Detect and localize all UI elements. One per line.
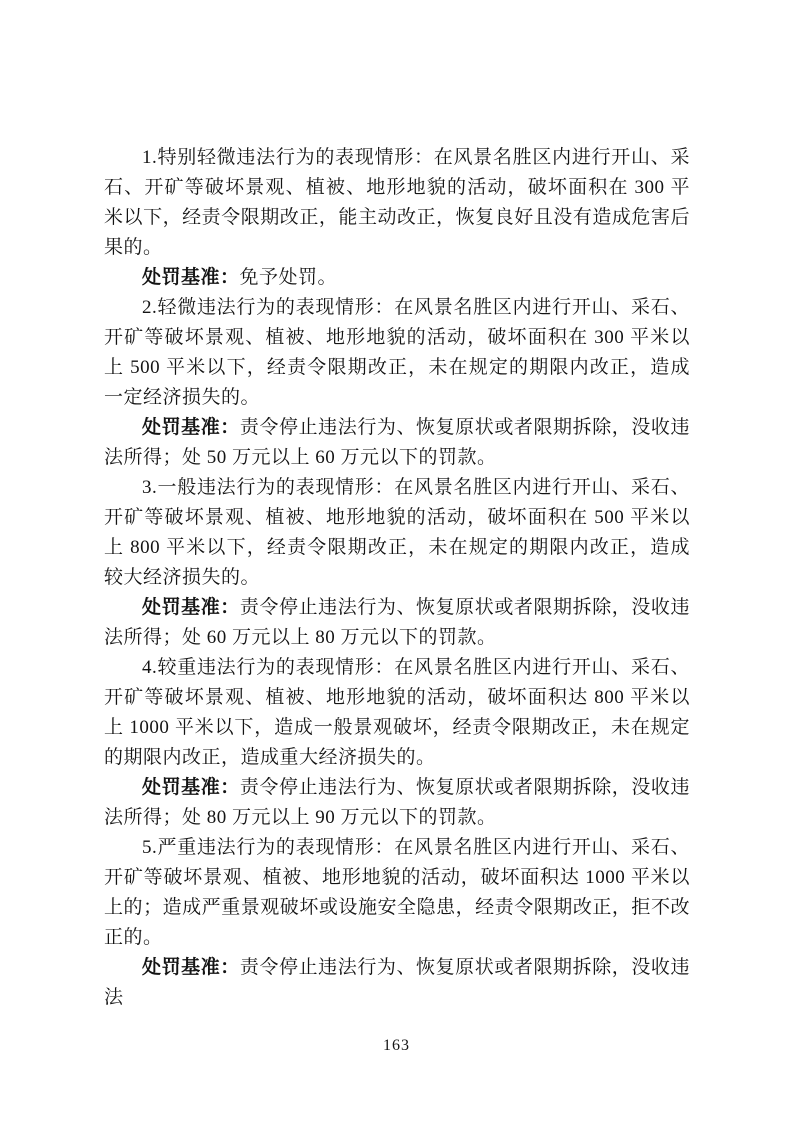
penalty-text-5: 责令停止违法行为、恢复原状或者限期拆除，没收违法 xyxy=(104,957,690,1008)
violation-text-5: 5.严重违法行为的表现情形：在风景名胜区内进行开山、采石、开矿等破坏景观、植被、地形地貌的活动，破坏面积达 1000 平米以上的；造成严重景观破坏或设施安全隐患，经责令限期改正，拒不改正的。 xyxy=(104,837,690,948)
penalty-text-2: 责令停止违法行为、恢复原状或者限期拆除，没收违法所得；处 50 万元以上 60 万元以下的罚款。 xyxy=(104,417,690,468)
penalty-text-3: 责令停止违法行为、恢复原状或者限期拆除，没收违法所得；处 60 万元以上 80 万元以下的罚款。 xyxy=(104,597,690,648)
penalty-label-1: 处罚基准： xyxy=(142,267,240,288)
violation-paragraph-3 xyxy=(104,473,690,593)
document-body xyxy=(104,143,690,1013)
violation-text-4: 4.较重违法行为的表现情形：在风景名胜区内进行开山、采石、开矿等破坏景观、植被、地形地貌的活动，破坏面积达 800 平米以上 1000 平米以下，造成一般景观破坏，经责令限期改正，未在规定的期限内改正，造成重大经济损失的。 xyxy=(104,657,690,768)
violation-text-2: 2.轻微违法行为的表现情形：在风景名胜区内进行开山、采石、开矿等破坏景观、植被、地形地貌的活动，破坏面积在 300 平米以上 500 平米以下，经责令限期改正，未在规定的期限内改正，造成一定经济损失的。 xyxy=(104,297,690,408)
penalty-paragraph-4 xyxy=(104,773,690,833)
violation-paragraph-4 xyxy=(104,653,690,773)
penalty-label-5: 处罚基准： xyxy=(142,957,240,978)
page-number: 163 xyxy=(383,1037,410,1054)
penalty-paragraph-2 xyxy=(104,413,690,473)
violation-text-1: 1.特别轻微违法行为的表现情形：在风景名胜区内进行开山、采石、开矿等破坏景观、植被、地形地貌的活动，破坏面积在 300 平米以下，经责令限期改正，能主动改正，恢复良好且没有造成危害后果的。 xyxy=(104,147,690,258)
violation-text-3: 3.一般违法行为的表现情形：在风景名胜区内进行开山、采石、开矿等破坏景观、植被、地形地貌的活动，破坏面积在 500 平米以上 800 平米以下，经责令限期改正，未在规定的期限内改正，造成较大经济损失的。 xyxy=(104,477,690,588)
penalty-label-2: 处罚基准： xyxy=(142,417,240,438)
penalty-label-3: 处罚基准： xyxy=(142,597,240,618)
penalty-label-4: 处罚基准： xyxy=(142,777,240,798)
penalty-text-1: 免予处罚。 xyxy=(239,267,338,288)
violation-paragraph-2 xyxy=(104,293,690,413)
penalty-paragraph-5 xyxy=(104,953,690,1013)
penalty-text-4: 责令停止违法行为、恢复原状或者限期拆除，没收违法所得；处 80 万元以上 90 万元以下的罚款。 xyxy=(104,777,690,828)
penalty-paragraph-1 xyxy=(104,263,690,293)
penalty-paragraph-3 xyxy=(104,593,690,653)
violation-paragraph-5 xyxy=(104,833,690,953)
violation-paragraph-1 xyxy=(104,143,690,263)
